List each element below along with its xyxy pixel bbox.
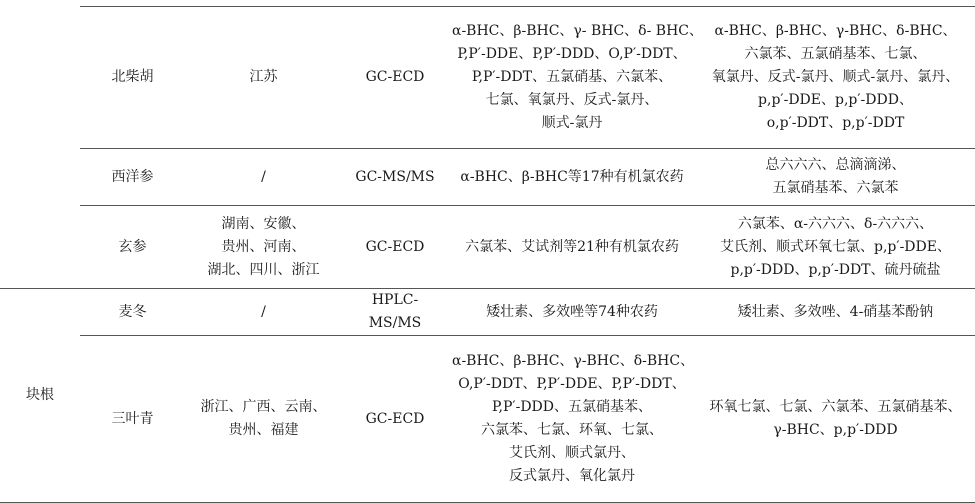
target-line: 矮壮素、多效唑等74种农药: [486, 303, 658, 320]
table-row: [0, 289, 975, 336]
target-line: P,P′-DDT、五氯硝基、六氯苯、: [471, 69, 673, 85]
target-line: 六氯苯、七氯、环氧、七氯、: [481, 422, 663, 438]
detected-line: 环氧七氯、七氯、六氯苯、五氯硝基苯、: [709, 399, 962, 415]
target-pesticides-cell: [448, 336, 696, 503]
origin-cell: [185, 7, 342, 149]
origin-line: 贵州、福建: [228, 422, 299, 438]
detected-line: 总六六六、总滴滴涕、: [765, 157, 906, 173]
herb-name-cell: 北柴胡: [80, 7, 185, 149]
method-cell: GC-ECD: [342, 7, 448, 149]
category-cell-empty: [0, 206, 80, 289]
detected-line: o,p′-DDT、p,p′-DDT: [766, 115, 905, 131]
detected-line: 六氯苯、五氯硝基苯、七氯、: [744, 46, 927, 62]
detected-line: γ-BHC、p,p′-DDD: [773, 422, 898, 438]
detected-line: 矮壮素、多效唑、4-硝基苯酚钠: [737, 303, 934, 320]
target-line: P,P′-DDD、五氯硝基苯、: [491, 399, 653, 415]
detected-pesticides-cell: [696, 206, 975, 289]
herb-name-cell: 三叶青: [80, 336, 185, 503]
pesticide-table: [0, 6, 975, 503]
origin-line: 浙江、广西、云南、: [200, 399, 327, 415]
detected-line: p,p′-DDE、p,p′-DDD、: [758, 92, 913, 108]
detected-line: 五氯硝基苯、六氯苯: [772, 180, 899, 196]
herb-name-cell: 玄参: [118, 238, 147, 255]
target-line: 艾氏剂、顺式氯丹、: [509, 445, 635, 461]
target-line: 六氯苯、艾试剂等21种有机氯农药: [465, 238, 679, 255]
detected-pesticides-cell: [696, 149, 975, 206]
detected-pesticides-cell: [696, 289, 975, 336]
origin-line: /: [261, 303, 266, 320]
category-cell-empty: [0, 149, 80, 206]
origin-line: 湖南、安徽、: [221, 215, 306, 232]
target-line: 顺式-氯丹: [541, 115, 603, 131]
origin-line: 湖北、四川、浙江: [207, 261, 320, 278]
herb-name-cell: 麦冬: [80, 289, 185, 336]
origin-cell: [185, 336, 342, 503]
target-line: 反式氯丹、氧化氯丹: [509, 468, 635, 484]
target-line: O,P′-DDT、P,P′-DDE、P,P′-DDT、: [458, 376, 686, 392]
detected-pesticides-cell: [696, 336, 975, 503]
detected-line: 艾氏剂、顺式环氧七氯、p,p′-DDE、: [720, 238, 951, 255]
herb-name-cell: 西洋参: [80, 149, 185, 206]
target-line: α-BHC、β-BHC、γ- BHC、δ- BHC、: [452, 23, 704, 39]
method-cell: GC-MS/MS: [342, 149, 448, 206]
target-pesticides-cell: [448, 149, 696, 206]
origin-cell: [185, 149, 342, 206]
origin-cell: [185, 206, 342, 289]
origin-cell: [185, 289, 342, 336]
target-pesticides-cell: [448, 7, 704, 149]
method-cell: HPLC-MS/MS: [342, 289, 448, 336]
detected-line: 氧氯丹、反式-氯丹、顺式-氯丹、氯丹、: [711, 69, 960, 85]
target-line: P,P′-DDE、P,P′-DDD、O,P′-DDT、: [457, 46, 687, 62]
target-line: α-BHC、β-BHC、γ-BHC、δ-BHC、: [452, 353, 695, 369]
table-row: [0, 206, 975, 289]
table-row: [0, 149, 975, 206]
category-cell: 块根: [0, 289, 80, 503]
origin-line: /: [261, 168, 266, 185]
method-cell: GC-ECD: [365, 238, 425, 255]
category-cell-empty: [0, 7, 80, 149]
origin-line: 江苏: [249, 69, 278, 85]
detected-line: 六氯苯、α-六六六、δ-六六六、: [737, 215, 934, 232]
target-line: α-BHC、β-BHC等17种有机氯农药: [460, 168, 684, 185]
target-line: 七氯、氧氯丹、反式-氯丹、: [485, 92, 659, 108]
origin-line: 贵州、河南、: [221, 238, 306, 255]
table-row: [0, 336, 975, 503]
target-pesticides-cell: [448, 289, 696, 336]
target-pesticides-cell: [448, 206, 696, 289]
detected-line: α-BHC、β-BHC、γ-BHC、δ-BHC、: [714, 23, 957, 39]
detected-line: p,p′-DDD、p,p′-DDT、硫丹硫盐: [730, 261, 941, 278]
detected-pesticides-cell: [696, 7, 975, 149]
table-row: [0, 7, 975, 149]
method-cell: GC-ECD: [342, 336, 448, 503]
